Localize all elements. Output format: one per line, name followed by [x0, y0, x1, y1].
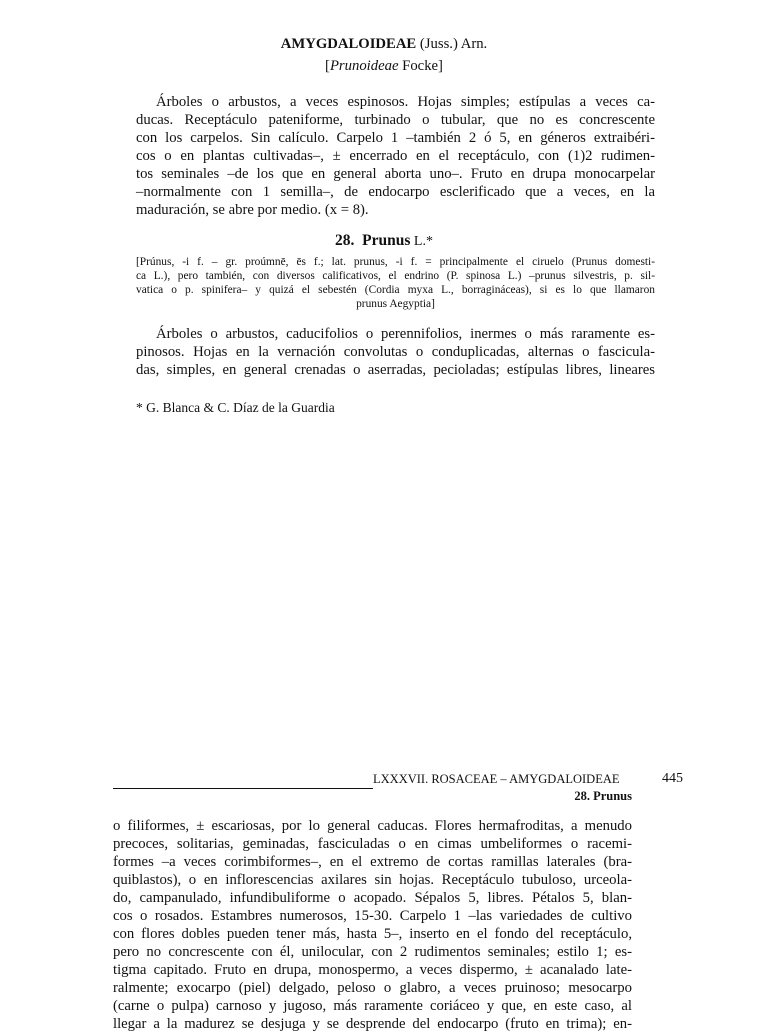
text-line: precoces, solitarias, geminadas, fasciculadas o en cimas umbeliformes o racemi-	[113, 836, 632, 852]
family-synonym: [Prunoideae Focke]	[325, 58, 443, 74]
text-line: formes –a veces corimbiformes–, en el extremo de cortas ramillas laterales (bra-	[113, 854, 632, 870]
etymology-line: vatica o p. spinifera– y quizá el sebestén (Cordia myxa L., borragináceas), si es lo que llamaron	[136, 284, 655, 296]
footnote: * G. Blanca & C. Díaz de la Guardia	[136, 400, 335, 415]
etymology-line: prunus Aegyptia]	[356, 298, 435, 310]
text-line: tos seminales –de los que en general aborta uno–. Fruto en drupa monocarpelar	[136, 166, 655, 182]
text-line: –normalmente con 1 semilla–, de endocarpo esclerificado que a veces, en la	[136, 184, 655, 200]
running-head: LXXXVII. ROSACEAE – AMYGDALOIDEAE	[373, 772, 620, 786]
family-heading	[0, 36, 768, 53]
etymology-line: [Prúnus, -i f. – gr. proúmnē, ēs f.; lat. prunus, -i f. = principalmente el ciruelo (Prunus domesti-	[136, 256, 655, 268]
text-line: do, campanulado, infundibuliforme o acopado. Sépalos 5, libres. Pétalos 5, blan-	[113, 890, 632, 906]
text-line: ralmente; exocarpo (piel) delgado, peloso o glabro, a veces pruinoso; mesocarpo	[113, 980, 632, 996]
text-line: cos o en plantas cultivadas–, ± encerrado en el receptáculo, con (1)2 rudimen-	[136, 148, 655, 164]
text-line: cos o rosados. Estambres numerosos, 15-30. Carpelo 1 –las variedades de cultivo	[113, 908, 632, 924]
text-line: quiblastos), o en inflorescencias axilares sin hojas. Receptáculo tubuloso, urceola-	[113, 872, 632, 888]
header-rule	[113, 788, 373, 789]
text-line: das, simples, en general crenadas o aserradas, pecioladas; estípulas libres, lineares	[136, 362, 655, 378]
genus-number: 28.	[335, 232, 355, 249]
running-subhead: 28. Prunus	[574, 789, 632, 803]
synonym-name: Prunoideae	[329, 58, 399, 74]
text-line: Árboles o arbustos, a veces espinosos. Hojas simples; estípulas a veces ca-	[156, 94, 655, 110]
page-number: 445	[662, 771, 683, 786]
text-line: tigma capitado. Fruto en drupa, monospermo, a veces dispermo, ± acanalado late-	[113, 962, 632, 978]
text-line: maduración, se abre por medio. (x = 8).	[136, 202, 369, 218]
text-line: con los carpelos. Sin calículo. Carpelo 1 –también 2 ó 5, en géneros extraibéri-	[136, 130, 655, 146]
etymology-line: ca L.), pero también, con diversos calificativos, el endrino (P. spinosa L.) –prunus silvestris, p. sil-	[136, 270, 655, 282]
family-name: AMYGDALOIDEAE	[280, 36, 417, 52]
genus-heading	[0, 232, 768, 250]
genus-author: L.*	[410, 234, 433, 249]
genus-name: Prunus	[362, 232, 411, 249]
text-line: Árboles o arbustos, caducifolios o perennifolios, inermes o más raramente es-	[156, 326, 655, 342]
text-line: ducas. Receptáculo pateniforme, turbinado o tubular, que no es concrescente	[136, 112, 655, 128]
text-line: pinosos. Hojas en la vernación convolutas o conduplicadas, alternas o fascicula-	[136, 344, 655, 360]
text-line: pero no concrescente con él, unilocular, con 2 rudimentos seminales; estilo 1; es-	[113, 944, 632, 960]
text-line: (carne o pulpa) carnoso y jugoso, más raramente coriáceo y que, en este caso, al	[113, 998, 632, 1014]
text-line: con flores dobles pueden tener más, hasta 5–, inserto en el fondo del receptáculo,	[113, 926, 632, 942]
text-line: o filiformes, ± escariosas, por lo general caducas. Flores hermafroditas, a menudo	[113, 818, 632, 834]
family-author: (Juss.) Arn.	[416, 36, 488, 52]
text-line: llegar a la madurez se desjuga y se desprende del endocarpo (fruto en trima); en-	[113, 1016, 632, 1032]
